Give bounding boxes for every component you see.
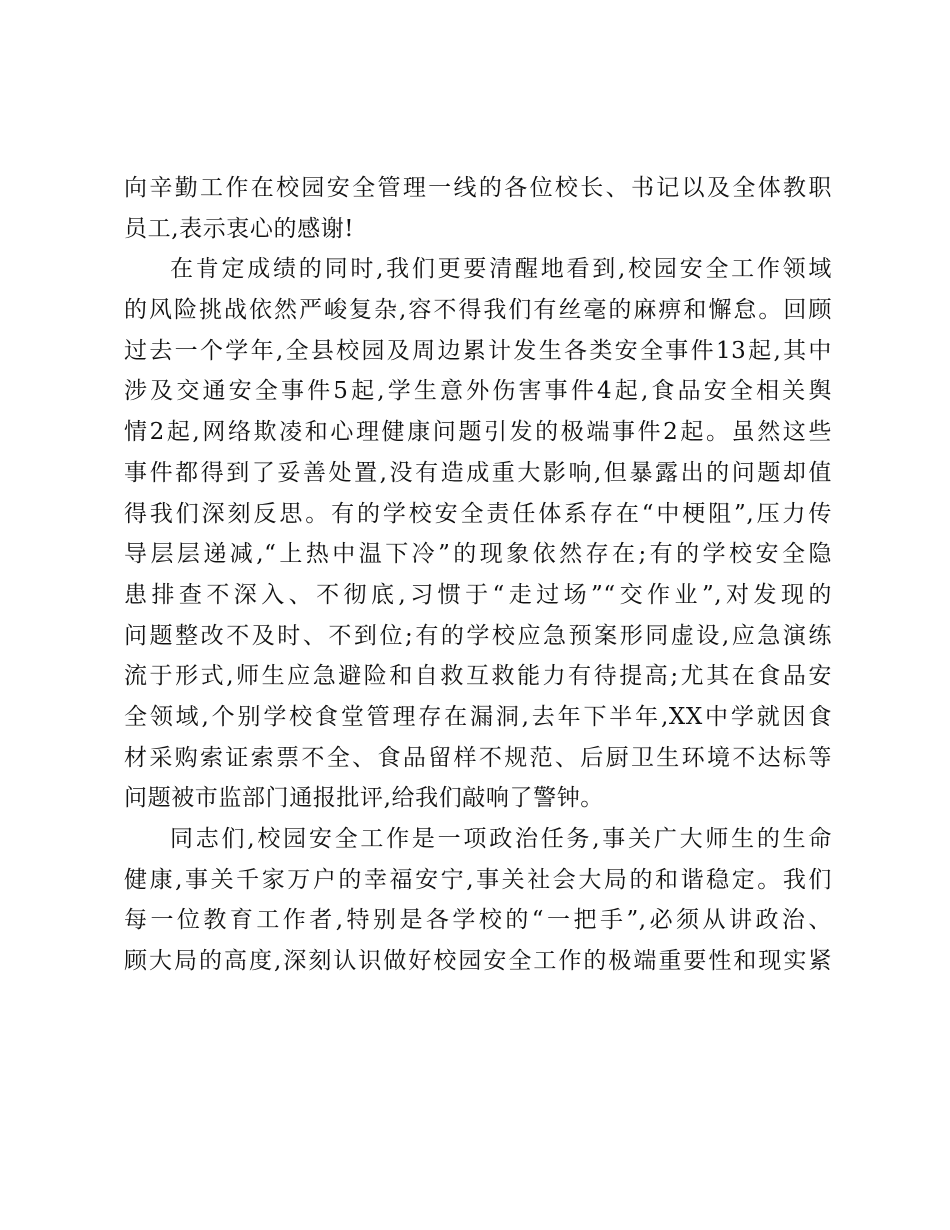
- text-line: 全领域,个别学校食堂管理存在漏洞,去年下半年,XX中学就因食: [124, 703, 832, 730]
- text-line: 健康,事关千家万户的幸福安宁,事关社会大局的和谐稳定。我们: [124, 866, 832, 893]
- text-line: 的风险挑战依然严峻复杂,容不得我们有丝毫的麻痹和懈怠。回顾: [124, 297, 832, 324]
- text-line: 员工,表示衷心的感谢!: [124, 215, 355, 242]
- text-line: 每一位教育工作者,特别是各学校的“一把手”,必须从讲政治、: [124, 907, 832, 934]
- paragraph-start-line: 同志们,校园安全工作是一项政治任务,事关广大师生的生命: [170, 826, 832, 852]
- text-line: 情2起,网络欺凌和心理健康问题引发的极端事件2起。虽然这些: [124, 419, 832, 446]
- body-text: [124, 168, 832, 982]
- text-line: 事件都得到了妥善处置,没有造成重大影响,但暴露出的问题却值: [124, 459, 832, 486]
- text-line: 向辛勤工作在校园安全管理一线的各位校长、书记以及全体教职: [124, 175, 832, 201]
- text-line: 问题整改不及时、不到位;有的学校应急预案形同虚设,应急演练: [124, 622, 832, 649]
- text-line: 涉及交通安全事件5起,学生意外伤害事件4起,食品安全相关舆: [124, 378, 832, 405]
- text-line: 问题被市监部门通报批评,给我们敲响了警钟。: [124, 785, 604, 812]
- paragraph-start-line: 在肯定成绩的同时,我们更要清醒地看到,校园安全工作领域: [170, 256, 832, 283]
- text-line: 过去一个学年,全县校园及周边累计发生各类安全事件13起,其中: [124, 337, 832, 364]
- text-line: 流于形式,师生应急避险和自救互救能力有待提高;尤其在食品安: [124, 663, 832, 690]
- text-line: 导层层递减,“上热中温下冷”的现象依然存在;有的学校安全隐: [124, 541, 832, 568]
- text-line: 材采购索证索票不全、食品留样不规范、后厨卫生环境不达标等: [124, 744, 832, 771]
- text-line: 顾大局的高度,深刻认识做好校园安全工作的极端重要性和现实紧: [124, 948, 832, 975]
- text-line: 患排查不深入、不彻底,习惯于“走过场”“交作业”,对发现的: [124, 581, 832, 608]
- text-line: 得我们深刻反思。有的学校安全责任体系存在“中梗阻”,压力传: [124, 500, 832, 527]
